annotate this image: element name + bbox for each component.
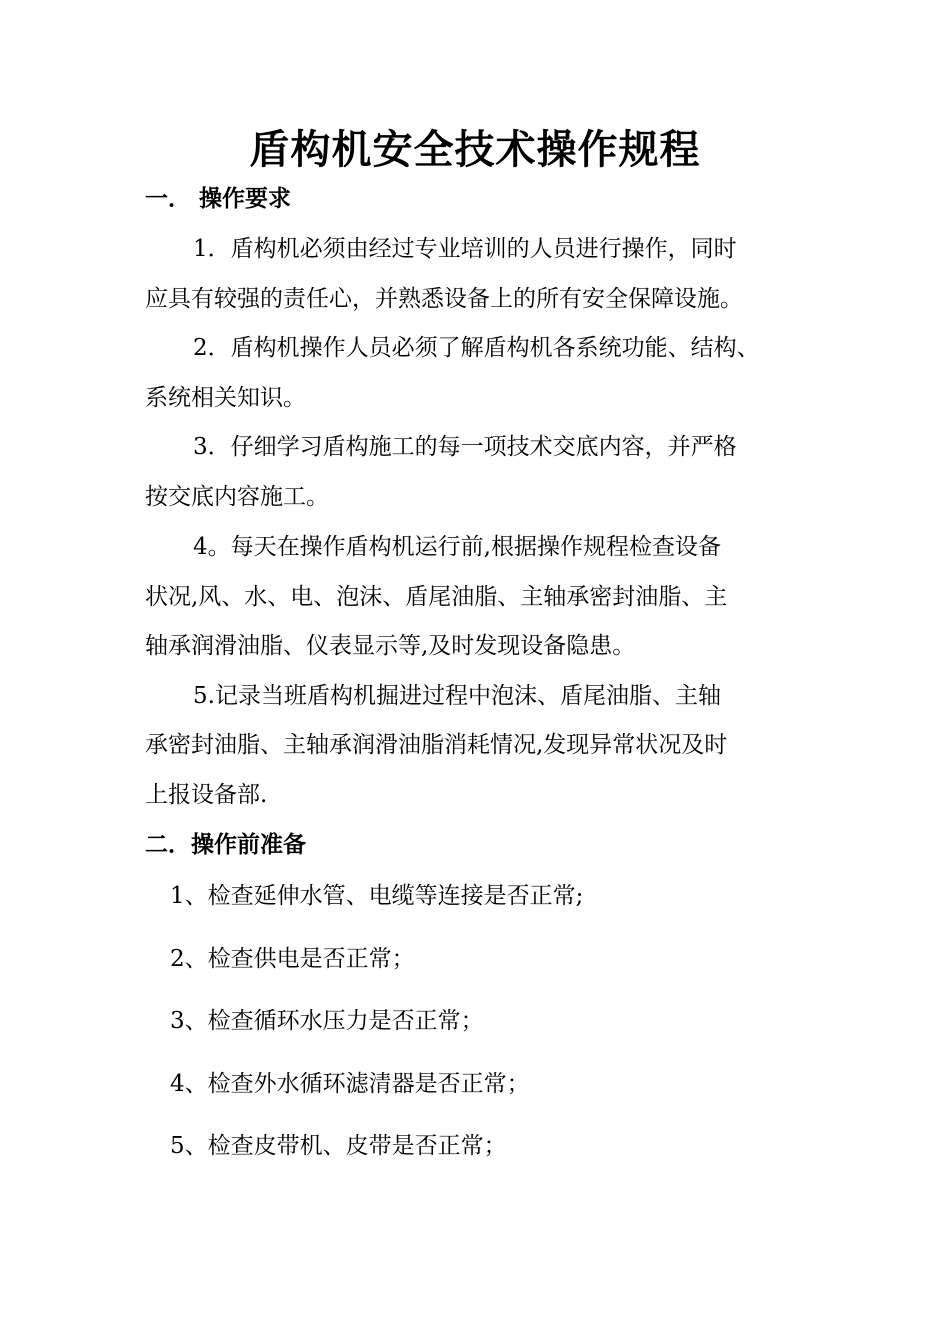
section-heading-preparation: 二．操作前准备 <box>145 832 306 858</box>
paragraph-line: 状况,风、水、电、泡沫、盾尾油脂、主轴承密封油脂、主 <box>145 584 728 610</box>
paragraph-line: 系统相关知识。 <box>145 385 306 411</box>
paragraph-line: 承密封油脂、主轴承润滑油脂消耗情况,发现异常状况及时 <box>145 732 728 758</box>
list-item: 3、检查循环水压力是否正常； <box>170 1008 484 1034</box>
paragraph-line: 5.记录当班盾构机掘进过程中泡沫、盾尾油脂、主轴 <box>193 683 721 709</box>
paragraph-line: 轴承润滑油脂、仪表显示等,及时发现设备隐患。 <box>145 633 636 659</box>
list-item: 5、检查皮带机、皮带是否正常； <box>170 1133 507 1159</box>
document-title: 盾构机安全技术操作规程 <box>249 127 701 173</box>
section-heading-operation-requirements: 一． 操作要求 <box>145 186 292 212</box>
list-item: 1、检查延伸水管、电缆等连接是否正常; <box>170 883 584 909</box>
paragraph-line: 2．盾构机操作人员必须了解盾构机各系统功能、结构、 <box>193 335 760 361</box>
list-item: 4、检查外水循环滤清器是否正常； <box>170 1071 530 1097</box>
paragraph-line: 按交底内容施工。 <box>145 484 329 510</box>
paragraph-line: 4。每天在操作盾构机运行前,根据操作规程检查设备 <box>193 534 721 560</box>
paragraph-line: 上报设备部. <box>145 782 268 808</box>
paragraph-line: 应具有较强的责任心，并熟悉设备上的所有安全保障设施。 <box>145 286 743 312</box>
list-item: 2、检查供电是否正常； <box>170 946 415 972</box>
paragraph-line: 1．盾构机必须由经过专业培训的人员进行操作，同时 <box>193 236 737 262</box>
paragraph-line: 3．仔细学习盾构施工的每一项技术交底内容，并严格 <box>193 434 737 460</box>
